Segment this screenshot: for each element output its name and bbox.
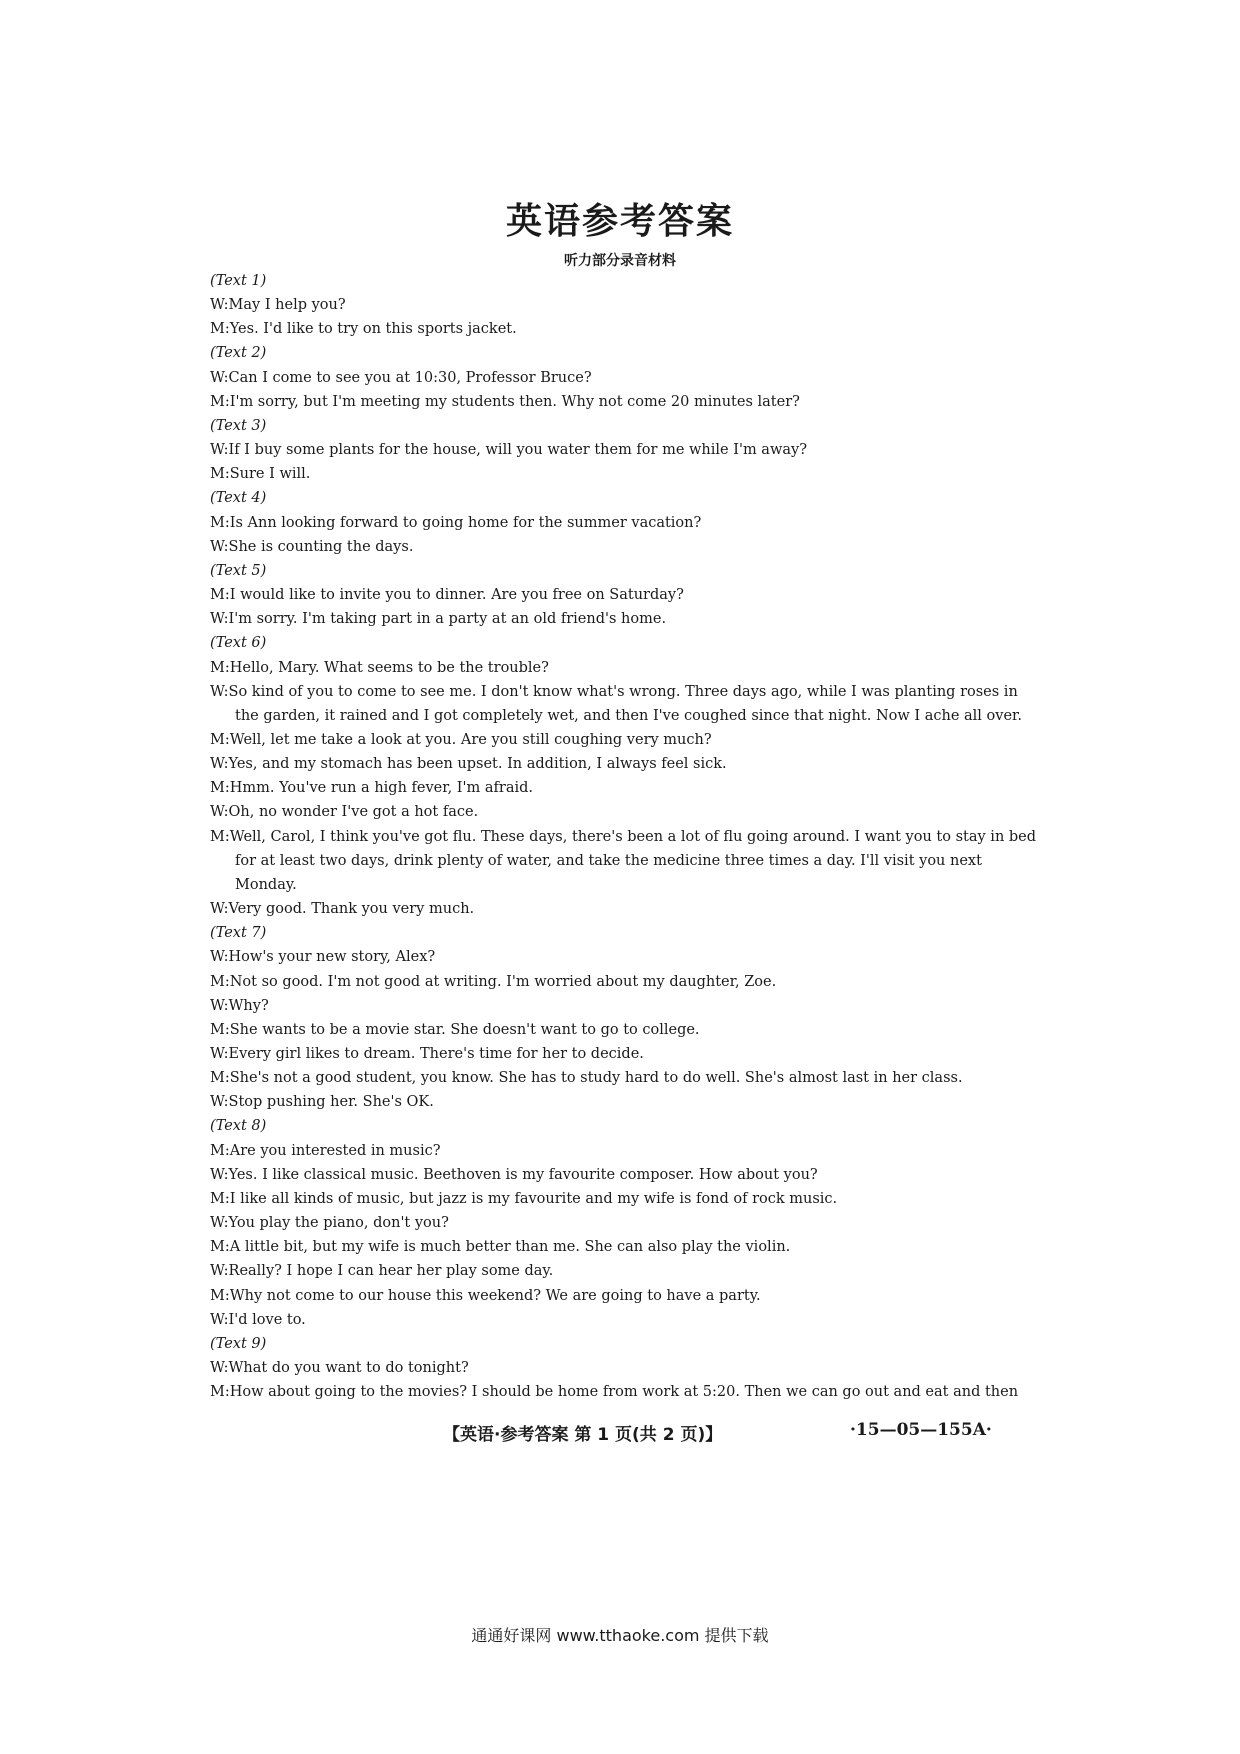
dialogue-line: W:Why? (210, 997, 269, 1014)
dialogue-line: M:How about going to the movies? I should be home from work at 5:20. Then we can go out and eat and then (210, 1384, 1019, 1401)
dialogue-line: M:A little bit, but my wife is much better than me. She can also play the violin. (210, 1239, 791, 1256)
dialogue-line: W:So kind of you to come to see me. I don't know what's wrong. Three days ago, while I was planting roses in the garden, it rained and I got completely wet, and then I've coughed since that night. Now I ache all over. (210, 683, 1022, 724)
dialogue-line: M:Is Ann looking forward to going home for the summer vacation? (210, 514, 702, 531)
dialogue-line: M:Sure I will. (210, 466, 311, 483)
dialogue-line: W:Very good. Thank you very much. (210, 901, 475, 918)
dialogue-line: M:She's not a good student, you know. She has to study hard to do well. She's almost last in her class. (210, 1070, 963, 1087)
section-label: (Text 6) (210, 635, 267, 652)
dialogue-line: M:Yes. I'd like to try on this sports jacket. (210, 321, 517, 338)
section-label: (Text 3) (210, 417, 267, 434)
page-title: 英语参考答案 (505, 201, 734, 242)
dialogue-line: W:Every girl likes to dream. There's time for her to decide. (210, 1046, 644, 1062)
dialogue-line: M:Well, Carol, I think you've got flu. These days, there's been a lot of flu going around. I want you to stay in bed for at least two days, drink plenty of water, and take the medicine three times a day. I'll visit you next Monday. (210, 828, 1037, 893)
dialogue-line: W:I'm sorry. I'm taking part in a party at an old friend's home. (210, 611, 667, 628)
dialogue-line: M:Are you interested in music? (210, 1142, 441, 1159)
section-label: (Text 4) (210, 490, 267, 507)
dialogue-line: W:Yes, and my stomach has been upset. In addition, I always feel sick. (210, 756, 727, 773)
transcript-body (210, 269, 1040, 1404)
dialogue-line: W:Stop pushing her. She's OK. (210, 1094, 434, 1111)
section-label: (Text 9) (210, 1335, 267, 1352)
dialogue-line: M:Not so good. I'm not good at writing. I'm worried about my daughter, Zoe. (210, 973, 777, 990)
dialogue-line: W:Oh, no wonder I've got a hot face. (210, 804, 479, 821)
dialogue-line: W:How's your new story, Alex? (210, 949, 436, 966)
dialogue-line: M:I would like to invite you to dinner. Are you free on Saturday? (210, 587, 684, 604)
section-label: (Text 7) (210, 925, 267, 942)
dialogue-line: M:I'm sorry, but I'm meeting my students then. Why not come 20 minutes later? (210, 393, 800, 410)
section-label: (Text 5) (210, 562, 267, 579)
dialogue-line: W:If I buy some plants for the house, will you water them for me while I'm away? (210, 442, 807, 459)
footer-code: ·15—05—155A· (850, 1420, 992, 1440)
section-label: (Text 2) (210, 345, 267, 362)
dialogue-line: W:Really? I hope I can hear her play some day. (210, 1263, 554, 1280)
section-label: (Text 8) (210, 1118, 267, 1135)
dialogue-line: W:May I help you? (210, 297, 346, 314)
dialogue-line: M:Well, let me take a look at you. Are you still coughing very much? (210, 731, 712, 748)
footer-page-info: 【英语·参考答案 第 1 页(共 2 页)】 (443, 1425, 723, 1445)
dialogue-line: W:You play the piano, don't you? (210, 1215, 449, 1232)
dialogue-line: M:I like all kinds of music, but jazz is my favourite and my wife is fond of rock music. (210, 1190, 838, 1207)
section-label: (Text 1) (210, 273, 267, 289)
dialogue-line: M:Why not come to our house this weekend? We are going to have a party. (210, 1287, 761, 1304)
watermark-text: 通通好课网 www.tthaoke.com 提供下载 (471, 1626, 769, 1645)
dialogue-line: M:Hello, Mary. What seems to be the trouble? (210, 659, 549, 676)
dialogue-line: W:I'd love to. (210, 1311, 306, 1328)
page-subtitle: 听力部分录音材料 (564, 253, 676, 269)
dialogue-line: M:She wants to be a movie star. She doesn't want to go to college. (210, 1021, 700, 1038)
dialogue-line: W:Yes. I like classical music. Beethoven is my favourite composer. How about you? (210, 1166, 818, 1183)
dialogue-line: W:She is counting the days. (210, 538, 414, 555)
dialogue-line: M:Hmm. You've run a high fever, I'm afraid. (210, 780, 533, 797)
dialogue-line: W:Can I come to see you at 10:30, Professor Bruce? (210, 369, 592, 386)
dialogue-line: W:What do you want to do tonight? (210, 1360, 469, 1377)
